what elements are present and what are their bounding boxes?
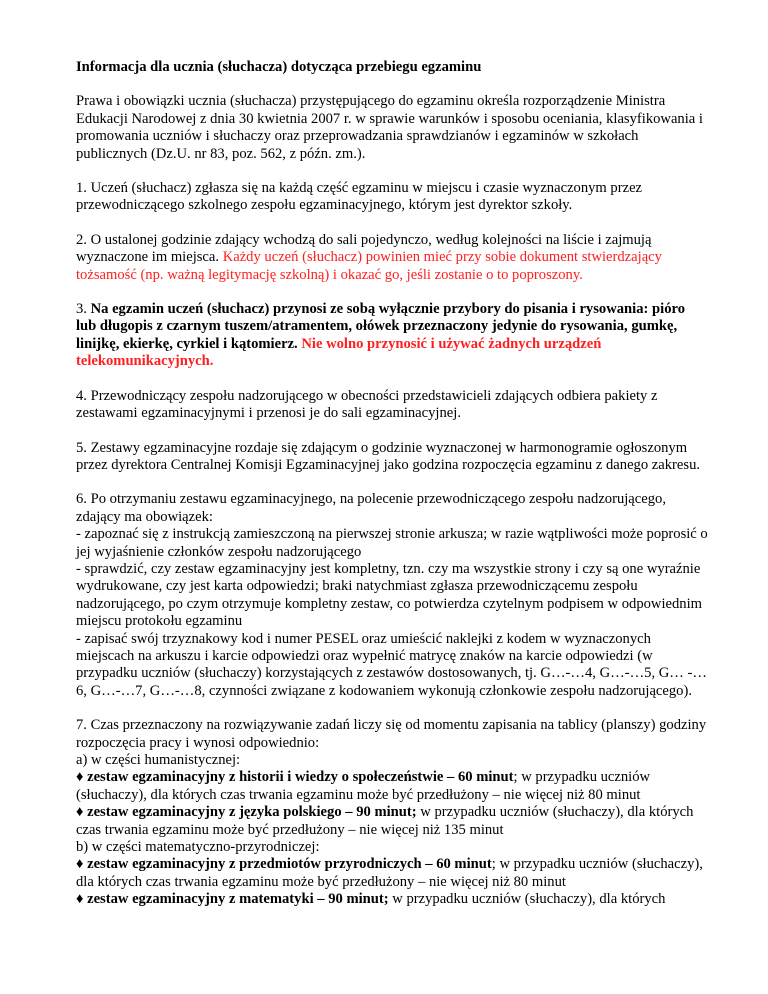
section-a-item-1-bold: ♦ zestaw egzaminacyjny z historii i wiedzy o społeczeństwie – 60 minut [76, 769, 514, 786]
paragraph-6-item: - zapoznać się z instrukcją zamieszczoną na pierwszej stronie arkusza; w razie wątpliwości może poprosić o jej wyjaśnienie członków zespołu nadzorującego [76, 526, 708, 560]
section-a-item-1 [76, 769, 708, 804]
paragraph-5: 5. Zestawy egzaminacyjne rozdaje się zdającym o godzinie wyznaczonej w harmonogramie ogłoszonym przez dyrektora Centralnej Komisji Egzaminacyjnej jako godzina rozpoczęcia egzaminu z danego zakresu. [76, 439, 701, 473]
paragraph-3-bold: Na egzamin uczeń (słuchacz) przynosi ze sobą wyłącznie przybory do pisania i rysowania: pióro lub długopis z czarnym tuszem/atramentem, ołówek przeznaczony jedynie do rysowania, gumkę, linijkę, ekierkę, cyrkiel i kątomierz. [76, 301, 685, 352]
section-a-heading: a) w części humanistycznej: [76, 752, 241, 768]
intro-paragraph: Prawa i obowiązki ucznia (słuchacza) przystępującego do egzaminu określa rozporządzenie Ministra Edukacji Narodowej z dnia 30 kwietnia 2007 r. w sprawie warunków i sposobu oceniania, klasyfikowania i promowania uczniów i słuchaczy oraz przeprowadzania sprawdzianów i egzaminów w szkołach publicznych (Dz.U. nr 83, poz. 562, z późn. zm.). [76, 93, 703, 162]
section-b-item-1-text: ; w przypadku uczniów (słuchaczy), dla których czas trwania egzaminu może być przedłużony – nie więcej niż 80 minut [76, 856, 703, 890]
paragraph-6-item: - zapisać swój trzyznakowy kod i numer PESEL oraz umieścić naklejki z kodem w wyznaczonych miejscach na arkuszu i karcie odpowiedzi oraz wypełnić matrycę znaków na karcie odpowiedzi (w przypadku uczniów (słuchaczy) korzystających z zestawów dostosowanych, tj. G…-…4, G…-…5, G… -…6, G…-…7, G…-…8, czynności związane z kodowaniem wykonują członkowie zespołu nadzorującego). [76, 630, 708, 699]
document-page [76, 59, 708, 926]
section-b-item-2-text: w przypadku uczniów (słuchaczy), dla których [388, 891, 666, 908]
paragraph-2 [76, 232, 708, 284]
paragraph-4: 4. Przewodniczący zespołu nadzorującego w obecności przedstawicieli zdających odbiera pakiety z zestawami egzaminacyjnymi i przenosi je do sali egzaminacyjnej. [76, 387, 658, 422]
paragraph-3-number: 3. [76, 301, 91, 318]
section-b-item-1 [76, 856, 708, 891]
section-b-heading: b) w części matematyczno-przyrodniczej: [76, 839, 320, 856]
paragraph-6 [76, 491, 708, 700]
section-b-item-2-bold: ♦ zestaw egzaminacyjny z matematyki – 90 minut; [76, 891, 389, 908]
section-a-item-2-text: w przypadku uczniów (słuchaczy), dla których czas trwania egzaminu może być przedłużony – nie więcej niż 135 minut [76, 804, 694, 838]
section-a-item-2-bold: ♦ zestaw egzaminacyjny z języka polskiego – 90 minut; [76, 804, 417, 821]
paragraph-6-intro: 6. Po otrzymaniu zestawu egzaminacyjnego, na polecenie przewodniczącego zespołu nadzorującego, zdający ma obowiązek: [76, 491, 666, 525]
paragraph-7-intro: 7. Czas przeznaczony na rozwiązywanie zadań liczy się od momentu zapisania na tablicy (planszy) godziny rozpoczęcia pracy i wynosi odpowiednio: [76, 717, 707, 751]
paragraph-1: 1. Uczeń (słuchacz) zgłasza się na każdą część egzaminu w miejscu i czasie wyznaczonym przez przewodniczącego szkolnego zespołu egzaminacyjnego, którym jest dyrektor szkoły. [76, 180, 643, 214]
paragraph-2-warning: Każdy uczeń (słuchacz) powinien mieć przy sobie dokument stwierdzający tożsamość (np. ważną legitymację szkolną) i okazać go, jeśli zostanie o to poproszony. [76, 249, 662, 283]
paragraph-7 [76, 717, 708, 908]
paragraph-2-text: 2. O ustalonej godzinie zdający wchodzą do sali pojedynczo, według kolejności na liście i zajmują wyznaczone im miejsca. [76, 231, 652, 266]
section-a-item-2 [76, 804, 708, 839]
section-b-item-2 [76, 891, 708, 908]
paragraph-3-warning: Nie wolno przynosić i używać żadnych urządzeń telekomunikacyjnych. [76, 335, 602, 370]
section-b-item-1-bold: ♦ zestaw egzaminacyjny z przedmiotów przyrodniczych – 60 minut [76, 856, 492, 873]
paragraph-3 [76, 301, 708, 371]
section-a-item-1-text: ; w przypadku uczniów (słuchaczy), dla których czas trwania egzaminu może być przedłużony – nie więcej niż 80 minut [76, 769, 651, 803]
paragraph-6-item: - sprawdzić, czy zestaw egzaminacyjny jest kompletny, tzn. czy ma wszystkie strony i czy są one wyraźnie wydrukowane, czy jest karta odpowiedzi; braki natychmiast zgłasza przewodniczącemu zespołu nadzorującego, po czym otrzymuje kompletny zestaw, co potwierdza czytelnym podpisem w odpowiednim miejscu protokołu egzaminu [76, 560, 702, 630]
document-title: Informacja dla ucznia (słuchacza) dotycząca przebiegu egzaminu [76, 59, 482, 75]
